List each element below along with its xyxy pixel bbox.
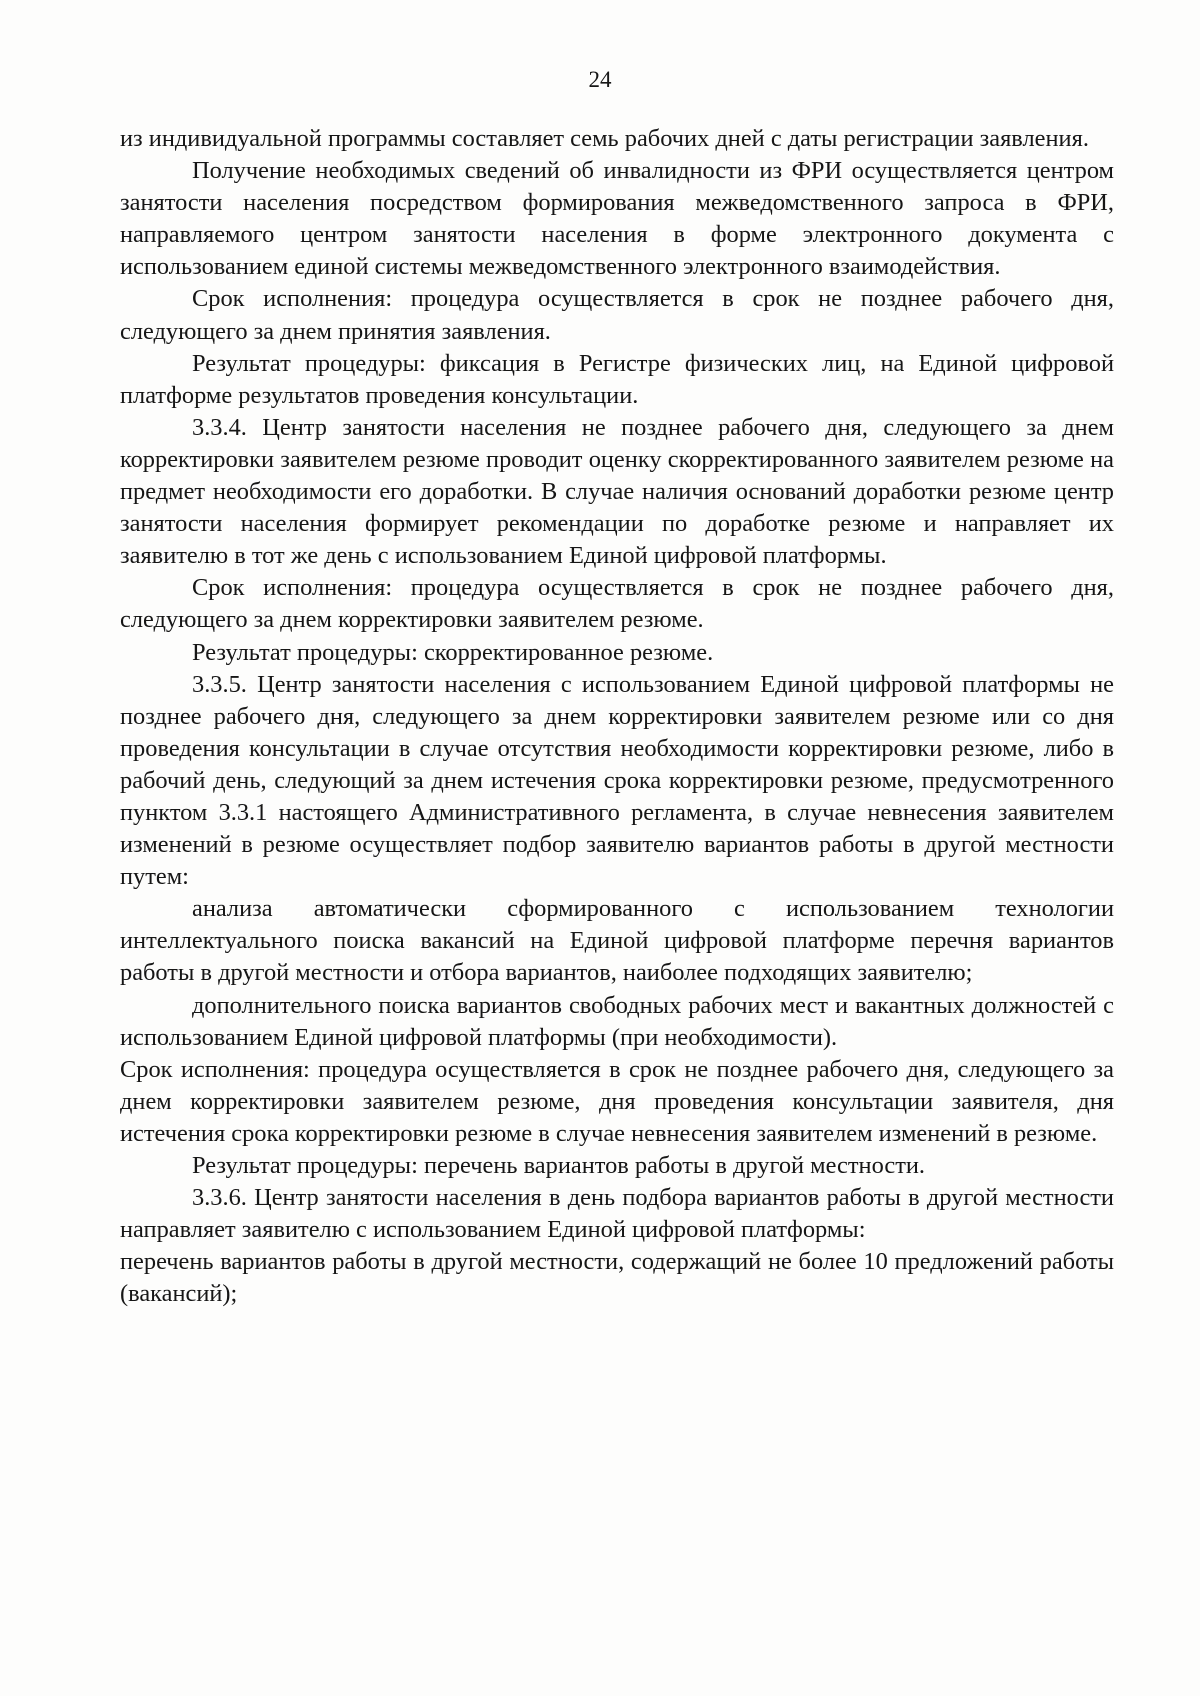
paragraph: Срок исполнения: процедура осуществляется в срок не позднее рабочего дня, следующего за днем корректировки заявителем резюме. — [120, 574, 1114, 634]
paragraph: 3.3.5. Центр занятости населения с использованием Единой цифровой платформы не позднее рабочего дня, следующего за днем корректировки заявителем резюме или со дня проведения консультации в случае отсутствия необходимости корректировки резюме, либо в рабочий день, следующий за днем истечения срока корректировки резюме, предусмотренного пунктом 3.3.1 настоящего Административного регламента, в случае невнесения заявителем изменений в резюме осуществляет подбор заявителю вариантов работы в другой местности путем: — [120, 670, 1114, 891]
paragraph: дополнительного поиска вариантов свободных рабочих мест и вакантных должностей с использованием Единой цифровой платформы (при необходимости). — [120, 991, 1114, 1051]
paragraph: 3.3.4. Центр занятости населения не позднее рабочего дня, следующего за днем корректировки заявителем резюме проводит оценку скорректированного заявителем резюме на предмет необходимости его доработки. В случае наличия оснований доработки резюме центр занятости населения формирует рекомендации по доработке резюме и направляет их заявителю в тот же день с использованием Единой цифровой платформы. — [120, 413, 1114, 570]
paragraph: Результат процедуры: скорректированное резюме. — [192, 638, 714, 666]
paragraph: Срок исполнения: процедура осуществляется в срок не позднее рабочего дня, следующего за днем принятия заявления. — [120, 285, 1114, 345]
paragraph: Получение необходимых сведений об инвалидности из ФРИ осуществляется центром занятости населения посредством формирования межведомственного запроса в ФРИ, направляемого центром занятости населения в форме электронного документа с использованием единой системы межведомственного электронного взаимодействия. — [120, 157, 1114, 281]
page-number: 24 — [588, 67, 612, 92]
paragraph: из индивидуальной программы составляет семь рабочих дней с даты регистрации заявления. — [120, 125, 1089, 152]
document-body — [120, 123, 1114, 1310]
paragraph: Результат процедуры: перечень вариантов работы в другой местности. — [192, 1152, 926, 1179]
paragraph: перечень вариантов работы в другой местности, содержащий не более 10 предложений работы (вакансий); — [120, 1248, 1114, 1308]
paragraph: 3.3.6. Центр занятости населения в день подбора вариантов работы в другой местности направляет заявителю с использованием Единой цифровой платформы: — [120, 1184, 1114, 1244]
paragraph: Результат процедуры: фиксация в Регистре физических лиц, на Единой цифровой платформе результатов проведения консультации. — [120, 349, 1114, 409]
paragraph: Срок исполнения: процедура осуществляется в срок не позднее рабочего дня, следующего за днем корректировки заявителем резюме, дня проведения консультации заявителя, дня истечения срока корректировки резюме в случае невнесения заявителем изменений в резюме. — [120, 1055, 1114, 1147]
paragraph: анализа автоматически сформированного с использованием технологии интеллектуального поиска вакансий на Единой цифровой платформе перечня вариантов работы в другой местности и отбора вариантов, наиболее подходящих заявителю; — [120, 895, 1114, 987]
